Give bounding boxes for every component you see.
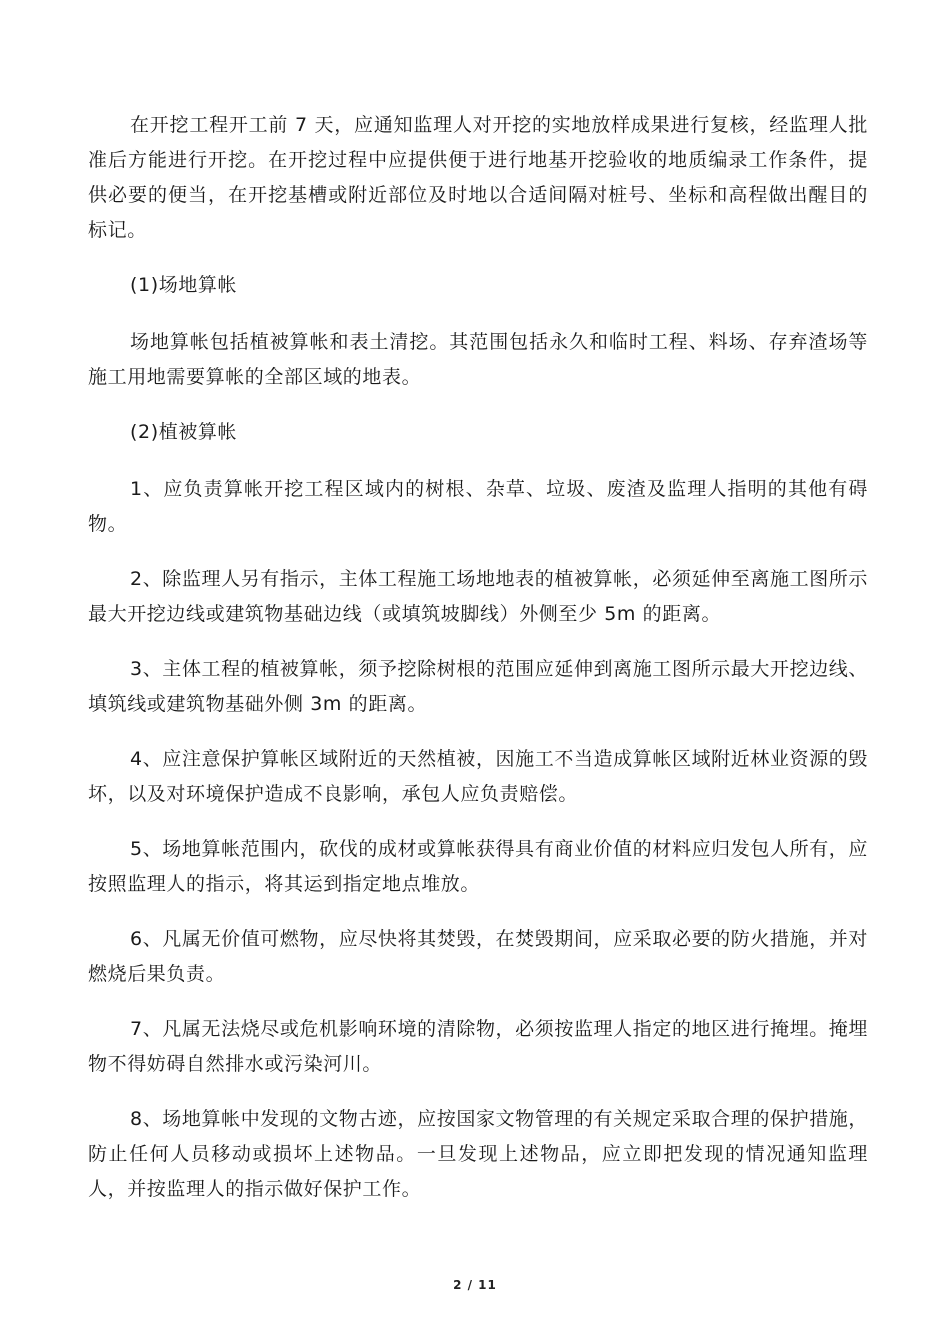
document-body: [88, 108, 868, 1227]
list-item-1: 1、应负责算帐开挖工程区域内的树根、杂草、垃圾、废渣及监理人指明的其他有碍物。: [88, 478, 868, 535]
list-item-7: 7、凡属无法烧尽或危机影响环境的清除物，必须按监理人指定的地区进行掩埋。掩埋物不得妨碍自然排水或污染河川。: [88, 1018, 868, 1075]
section-heading-site-clearing: (1)场地算帐: [130, 274, 238, 296]
list-item-6: 6、凡属无价值可燃物，应尽快将其焚毁，在焚毁期间，应采取必要的防火措施，并对燃烧后果负责。: [88, 928, 868, 985]
list-item-5: 5、场地算帐范围内，砍伐的成材或算帐获得具有商业价值的材料应归发包人所有，应按照监理人的指示，将其运到指定地点堆放。: [88, 838, 868, 895]
paragraph-intro: 在开挖工程开工前 7 天，应通知监理人对开挖的实地放样成果进行复核，经监理人批准后方能进行开挖。在开挖过程中应提供便于进行地基开挖验收的地质编录工作条件，提供必要的便当，在开挖基槽或附近部位及时地以合适间隔对桩号、坐标和高程做出醒目的标记。: [88, 114, 868, 241]
list-item-8: 8、场地算帐中发现的文物古迹，应按国家文物管理的有关规定采取合理的保护措施，防止任何人员移动或损坏上述物品。一旦发现上述物品，应立即把发现的情况通知监理人，并按监理人的指示做好保护工作。: [88, 1108, 868, 1200]
list-item-3: 3、主体工程的植被算帐，须予挖除树根的范围应延伸到离施工图所示最大开挖边线、填筑线或建筑物基础外侧 3m 的距离。: [88, 658, 868, 715]
section-heading-vegetation-clearing: (2)植被算帐: [130, 421, 238, 443]
page-number: 2 / 11: [453, 1278, 497, 1292]
list-item-4: 4、应注意保护算帐区域附近的天然植被，因施工不当造成算帐区域附近林业资源的毁坏，以及对环境保护造成不良影响，承包人应负责赔偿。: [88, 748, 868, 805]
list-item-2: 2、除监理人另有指示，主体工程施工场地地表的植被算帐，必须延伸至离施工图所示最大开挖边线或建筑物基础边线（或填筑坡脚线）外侧至少 5m 的距离。: [88, 568, 868, 625]
paragraph-site-clearing: 场地算帐包括植被算帐和表土清挖。其范围包括永久和临时工程、料场、存弃渣场等施工用地需要算帐的全部区域的地表。: [88, 331, 868, 388]
